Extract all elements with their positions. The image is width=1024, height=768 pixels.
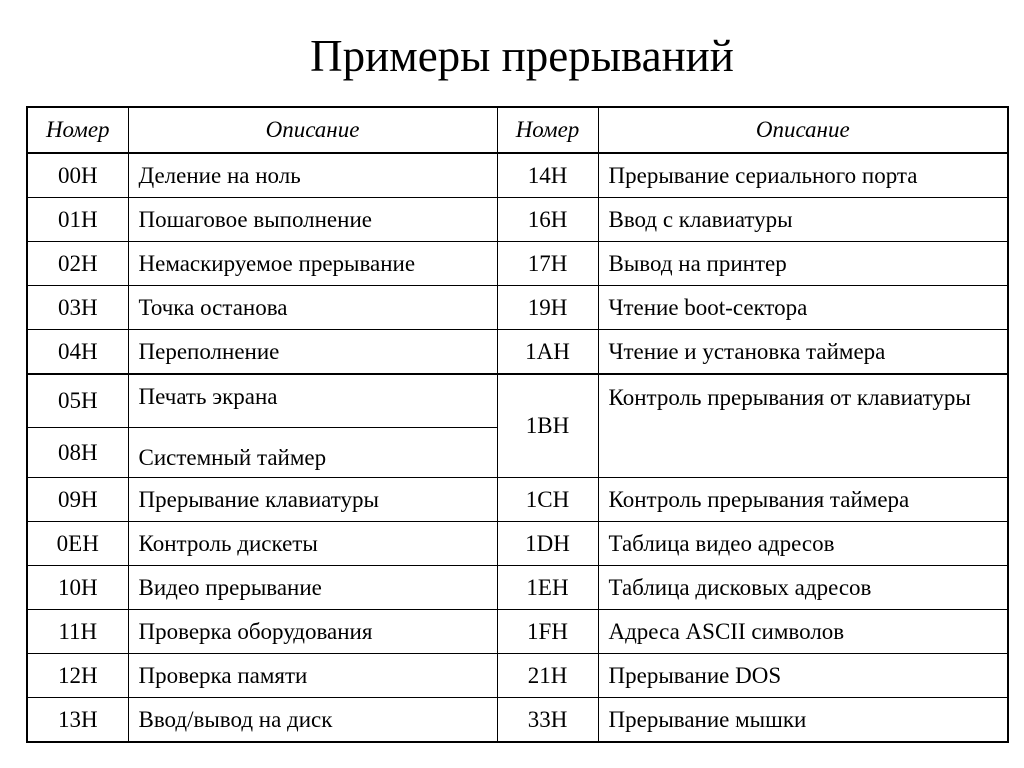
left-number-cell: 03H bbox=[27, 286, 128, 330]
left-number-cell: 05H bbox=[27, 374, 128, 428]
table-row bbox=[27, 698, 1008, 743]
header-number-right: Номер bbox=[497, 107, 598, 153]
right-number-cell: 1EH bbox=[497, 566, 598, 610]
right-number-cell: 14H bbox=[497, 153, 598, 198]
right-number-cell: 19H bbox=[497, 286, 598, 330]
left-number-cell: 01H bbox=[27, 198, 128, 242]
table-row bbox=[27, 242, 1008, 286]
left-number-cell: 00H bbox=[27, 153, 128, 198]
left-number-cell: 0EH bbox=[27, 522, 128, 566]
right-number-cell: 21H bbox=[497, 654, 598, 698]
left-number-cell: 02H bbox=[27, 242, 128, 286]
right-number-cell: 1BH bbox=[497, 374, 598, 478]
table-row bbox=[27, 566, 1008, 610]
right-number-cell: 1DH bbox=[497, 522, 598, 566]
table-row bbox=[27, 286, 1008, 330]
table-row bbox=[27, 654, 1008, 698]
right-description-cell: Таблица видео адресов bbox=[598, 522, 1008, 566]
right-description-cell: Вывод на принтер bbox=[598, 242, 1008, 286]
header-description-left: Описание bbox=[128, 107, 497, 153]
left-number-cell: 13H bbox=[27, 698, 128, 743]
left-description-cell: Проверка памяти bbox=[128, 654, 497, 698]
right-description-cell: Прерывание сериального порта bbox=[598, 153, 1008, 198]
right-description-cell: Чтение и установка таймера bbox=[598, 330, 1008, 375]
left-description-cell: Немаскируемое прерывание bbox=[128, 242, 497, 286]
left-description-cell: Ввод/вывод на диск bbox=[128, 698, 497, 743]
left-description-cell: Контроль дискеты bbox=[128, 522, 497, 566]
left-number-cell: 11H bbox=[27, 610, 128, 654]
left-description-cell: Системный таймер bbox=[128, 428, 497, 478]
table-row bbox=[27, 374, 1008, 428]
table-row bbox=[27, 610, 1008, 654]
right-description-cell: Контроль прерывания от клавиатуры bbox=[598, 374, 1008, 478]
right-description-cell: Ввод с клавиатуры bbox=[598, 198, 1008, 242]
interrupts-table bbox=[26, 106, 1009, 743]
right-description-cell: Контроль прерывания таймера bbox=[598, 478, 1008, 522]
right-number-cell: 17H bbox=[497, 242, 598, 286]
left-number-cell: 12H bbox=[27, 654, 128, 698]
left-description-cell: Пошаговое выполнение bbox=[128, 198, 497, 242]
right-description-cell: Прерывание DOS bbox=[598, 654, 1008, 698]
right-number-cell: 1FH bbox=[497, 610, 598, 654]
left-description-cell: Видео прерывание bbox=[128, 566, 497, 610]
right-description-cell: Адреса ASCII символов bbox=[598, 610, 1008, 654]
right-description-cell: Таблица дисковых адресов bbox=[598, 566, 1008, 610]
right-number-cell: 1AH bbox=[497, 330, 598, 375]
left-number-cell: 10H bbox=[27, 566, 128, 610]
left-description-cell: Печать экрана bbox=[128, 374, 497, 428]
left-number-cell: 09H bbox=[27, 478, 128, 522]
left-number-cell: 04H bbox=[27, 330, 128, 375]
right-description-cell: Прерывание мышки bbox=[598, 698, 1008, 743]
left-description-cell: Прерывание клавиатуры bbox=[128, 478, 497, 522]
left-number-cell: 08H bbox=[27, 428, 128, 478]
right-number-cell: 33H bbox=[497, 698, 598, 743]
right-number-cell: 1CH bbox=[497, 478, 598, 522]
left-description-cell: Проверка оборудования bbox=[128, 610, 497, 654]
header-row bbox=[27, 107, 1008, 153]
table-row bbox=[27, 330, 1008, 375]
right-description-cell: Чтение boot-сектора bbox=[598, 286, 1008, 330]
table-row bbox=[27, 198, 1008, 242]
slide-title: Примеры прерываний bbox=[310, 31, 734, 81]
header-description-right: Описание bbox=[598, 107, 1008, 153]
table-row bbox=[27, 153, 1008, 198]
left-description-cell: Переполнение bbox=[128, 330, 497, 375]
table-row bbox=[27, 478, 1008, 522]
left-description-cell: Деление на ноль bbox=[128, 153, 497, 198]
header-number-left: Номер bbox=[27, 107, 128, 153]
left-description-cell: Точка останова bbox=[128, 286, 497, 330]
table-row bbox=[27, 522, 1008, 566]
right-number-cell: 16H bbox=[497, 198, 598, 242]
